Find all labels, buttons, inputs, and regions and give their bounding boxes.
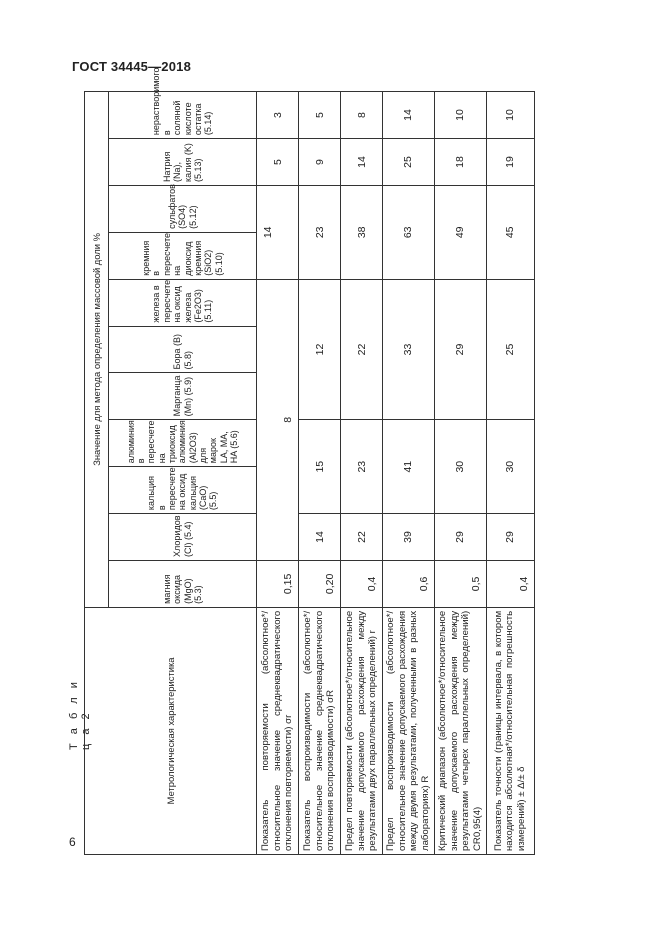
value-cell: 29 — [486, 514, 534, 561]
value-cell: 0,20 — [299, 560, 341, 607]
col-header-cao: кальция в пересчете на оксид кальция (CaO) (5.5) — [109, 467, 257, 514]
value-cell: 30 — [434, 420, 486, 514]
col-header-b: Бора (B) (5.8) — [109, 326, 257, 373]
metric-header: Метрологическая характеристика — [85, 607, 257, 854]
value-cell: 25 — [383, 139, 435, 186]
col-header-sio2: кремния в пересчете на диоксид кремния (SiO2) (5.10) — [109, 232, 257, 279]
value-cell: 15 — [299, 420, 341, 514]
value-cell: 23 — [299, 185, 341, 279]
table-row — [341, 92, 383, 855]
value-cell: 10 — [486, 92, 534, 139]
col-header-insoluble: нерастворимого в соляной кислоте остатка (5.14) — [109, 92, 257, 139]
value-cell: 18 — [434, 139, 486, 186]
metric-cell: Показатель воспроизводимости (абсолютное*/относительное значение среднеквадратического отклонения воспроизводимости) σR — [299, 607, 341, 854]
metric-cell: Показатель точности (границы интервала, в котором находится абсолютная*/относительная погрешность измерений) ± Δ/± δ — [486, 607, 534, 854]
col-header-al2o3: алюминия в пересчете на триоксид алюминия (Al2O3) для марок LA, MA, HA (5.6) — [109, 420, 257, 467]
value-cell: 29 — [434, 279, 486, 420]
table-row — [299, 92, 341, 855]
col-header-fe2o3: железа в пересчете на оксид железа (Fe2O3) (5.11) — [109, 279, 257, 326]
value-cell: 22 — [341, 514, 383, 561]
table-row — [257, 92, 299, 855]
value-cell: 8 — [257, 279, 299, 560]
value-cell: 33 — [383, 279, 435, 420]
value-cell: 39 — [383, 514, 435, 561]
metrology-table — [84, 67, 535, 855]
table-rotated-container — [84, 67, 530, 855]
metric-cell: Предел воспроизводимости (абсолютное*/относительное значение допускаемого расхождения между двумя результатами, полученными в разных лабораториях) R — [383, 607, 435, 854]
value-cell: 0,15 — [257, 560, 299, 607]
value-cell: 19 — [486, 139, 534, 186]
value-cell: 25 — [486, 279, 534, 420]
value-cell: 14 — [299, 514, 341, 561]
value-cell: 14 — [341, 139, 383, 186]
value-cell: 29 — [434, 514, 486, 561]
value-cell: 3 — [257, 92, 299, 139]
col-header-so4: сульфатов (SO4) (5.12) — [109, 185, 257, 232]
value-cell: 8 — [341, 92, 383, 139]
value-header: Значение для метода определения массовой доли % — [85, 92, 109, 608]
value-cell: 14 — [383, 92, 435, 139]
value-cell: 30 — [486, 420, 534, 514]
table-row — [486, 92, 534, 855]
value-cell: 63 — [383, 185, 435, 279]
page-number: 6 — [69, 835, 76, 849]
table-row — [383, 92, 435, 855]
metric-cell: Показатель повторяемости (абсолютное*/относительное значение среднеквадратического отклонения повторяемости) σr — [257, 607, 299, 854]
value-cell: 14 — [257, 185, 299, 279]
value-cell: 12 — [299, 279, 341, 420]
col-header-cl: Хлоридов (Cl) (5.4) — [109, 514, 257, 561]
col-header-mn: Марганца (Mn) (5.9) — [109, 373, 257, 420]
col-header-mgo: магния оксида (MgO) (5.3) — [109, 560, 257, 607]
metric-cell: Критический диапазон (абсолютное*/относительное значение допускаемого расхождения между результатами четырех параллельных определений) CR0,95(4) — [434, 607, 486, 854]
value-cell: 45 — [486, 185, 534, 279]
value-cell: 22 — [341, 279, 383, 420]
value-cell: 49 — [434, 185, 486, 279]
value-cell: 23 — [341, 420, 383, 514]
value-cell: 10 — [434, 92, 486, 139]
value-cell: 0,5 — [434, 560, 486, 607]
value-cell: 38 — [341, 185, 383, 279]
value-cell: 5 — [299, 92, 341, 139]
value-cell: 41 — [383, 420, 435, 514]
value-cell: 9 — [299, 139, 341, 186]
value-cell: 0,6 — [383, 560, 435, 607]
table-caption: Т а б л и ц а 2 — [68, 679, 92, 750]
metric-cell: Предел повторяемости (абсолютное*/относительное значение допускаемого расхождения между результатами двух параллельных определений) r — [341, 607, 383, 854]
value-cell: 0,4 — [341, 560, 383, 607]
table-row — [434, 92, 486, 855]
document-header: ГОСТ 34445—2018 — [72, 59, 191, 74]
value-cell: 5 — [257, 139, 299, 186]
col-header-na-k: Натрия (Na), калия (K) (5.13) — [109, 139, 257, 186]
value-cell: 0,4 — [486, 560, 534, 607]
